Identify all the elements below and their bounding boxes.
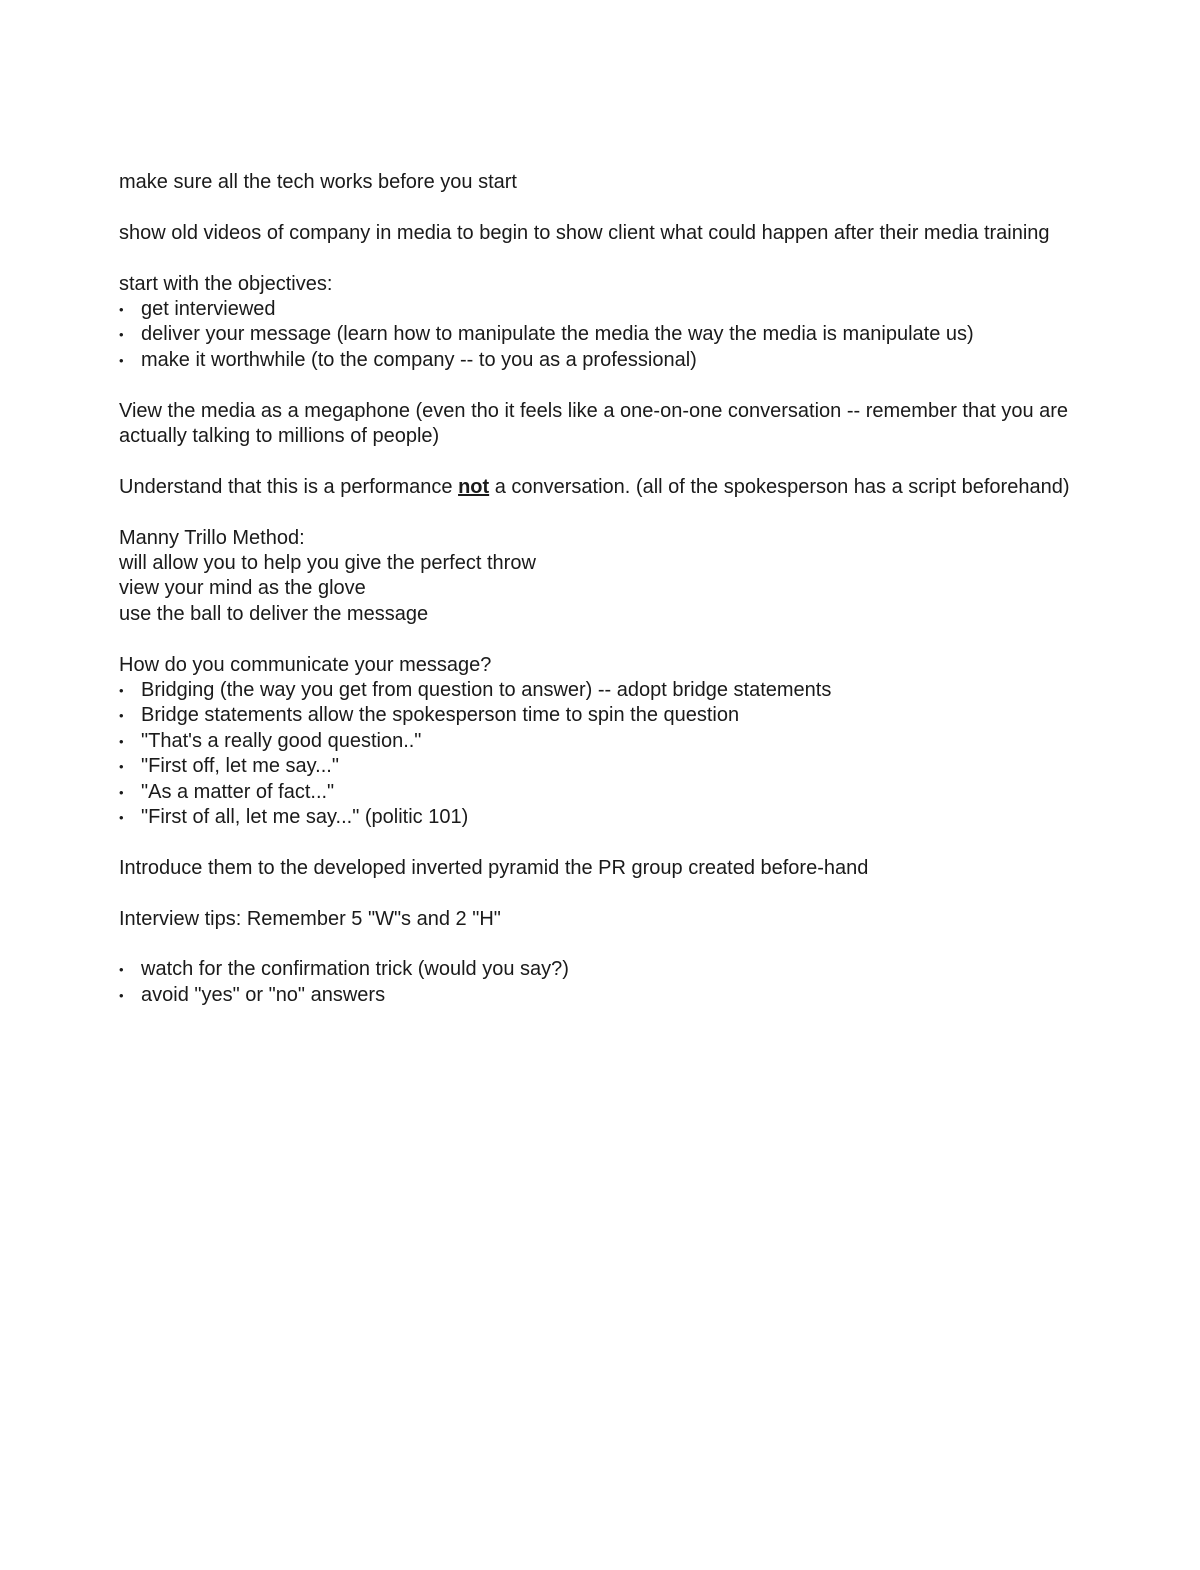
list-item: • Bridge statements allow the spokesperson time to spin the question: [119, 703, 1079, 728]
list-item: • avoid "yes" or "no" answers: [119, 983, 1079, 1008]
spacer: [119, 195, 1079, 220]
list-item: • watch for the confirmation trick (would you say?): [119, 957, 1079, 982]
objectives-list: [119, 297, 1079, 373]
bullet-icon: •: [119, 987, 124, 1003]
method-heading: Manny Trillo Method:: [119, 526, 305, 549]
list-item: • "First off, let me say...": [119, 754, 1079, 779]
bullet-icon: •: [119, 302, 124, 317]
bullet-icon: •: [119, 962, 124, 978]
method-line: view your mind as the glove: [119, 577, 366, 600]
method-line: will allow you to help you give the perfect throw: [119, 552, 536, 575]
communicate-list: [119, 678, 1079, 830]
bullet-icon: •: [119, 708, 124, 724]
spacer: [119, 449, 1079, 474]
communicate-heading: How do you communicate your message?: [119, 653, 492, 676]
bullet-icon: •: [119, 759, 124, 775]
megaphone-note: View the media as a megaphone (even tho it feels like a one-on-one conversation -- remember that you are actually talking to millions of people): [119, 399, 1069, 448]
list-item: • "First of all, let me say..." (politic 101): [119, 805, 1079, 830]
objectives-heading: start with the objectives:: [119, 272, 333, 295]
list-item: • make it worthwhile (to the company -- to you as a professional): [119, 348, 1079, 373]
list-item: • Bridging (the way you get from question to answer) -- adopt bridge statements: [119, 678, 1079, 703]
pyramid-note: Introduce them to the developed inverted pyramid the PR group created before-hand: [119, 856, 869, 879]
bullet-icon: •: [119, 683, 124, 699]
tips-list: [119, 957, 1079, 1008]
emphasis-not: not: [458, 475, 490, 498]
list-item: • "That's a really good question..": [119, 729, 1079, 754]
bullet-icon: •: [119, 784, 124, 800]
bullet-icon: •: [119, 352, 124, 368]
spacer: [119, 830, 1079, 855]
list-item: • "As a matter of fact...": [119, 780, 1079, 805]
list-item: • get interviewed: [119, 297, 1079, 322]
videos-note: show old videos of company in media to begin to show client what could happen after their media training: [119, 221, 1050, 244]
spacer: [119, 500, 1079, 525]
bullet-icon: •: [119, 733, 124, 749]
tech-note: make sure all the tech works before you start: [119, 171, 517, 193]
spacer: [119, 246, 1079, 271]
method-line: use the ball to deliver the message: [119, 602, 429, 625]
spacer: [119, 627, 1079, 652]
list-item: • deliver your message (learn how to manipulate the media the way the media is manipulate us): [119, 322, 1079, 347]
spacer: [119, 881, 1079, 906]
document-page: [119, 170, 1079, 1008]
performance-note: Understand that this is a performance not a conversation. (all of the spokesperson has a script beforehand): [119, 475, 1070, 498]
bullet-icon: •: [119, 327, 124, 343]
spacer: [119, 932, 1079, 957]
bullet-icon: •: [119, 810, 124, 826]
tips-heading: Interview tips: Remember 5 "W"s and 2 "H": [119, 907, 501, 930]
spacer: [119, 373, 1079, 398]
